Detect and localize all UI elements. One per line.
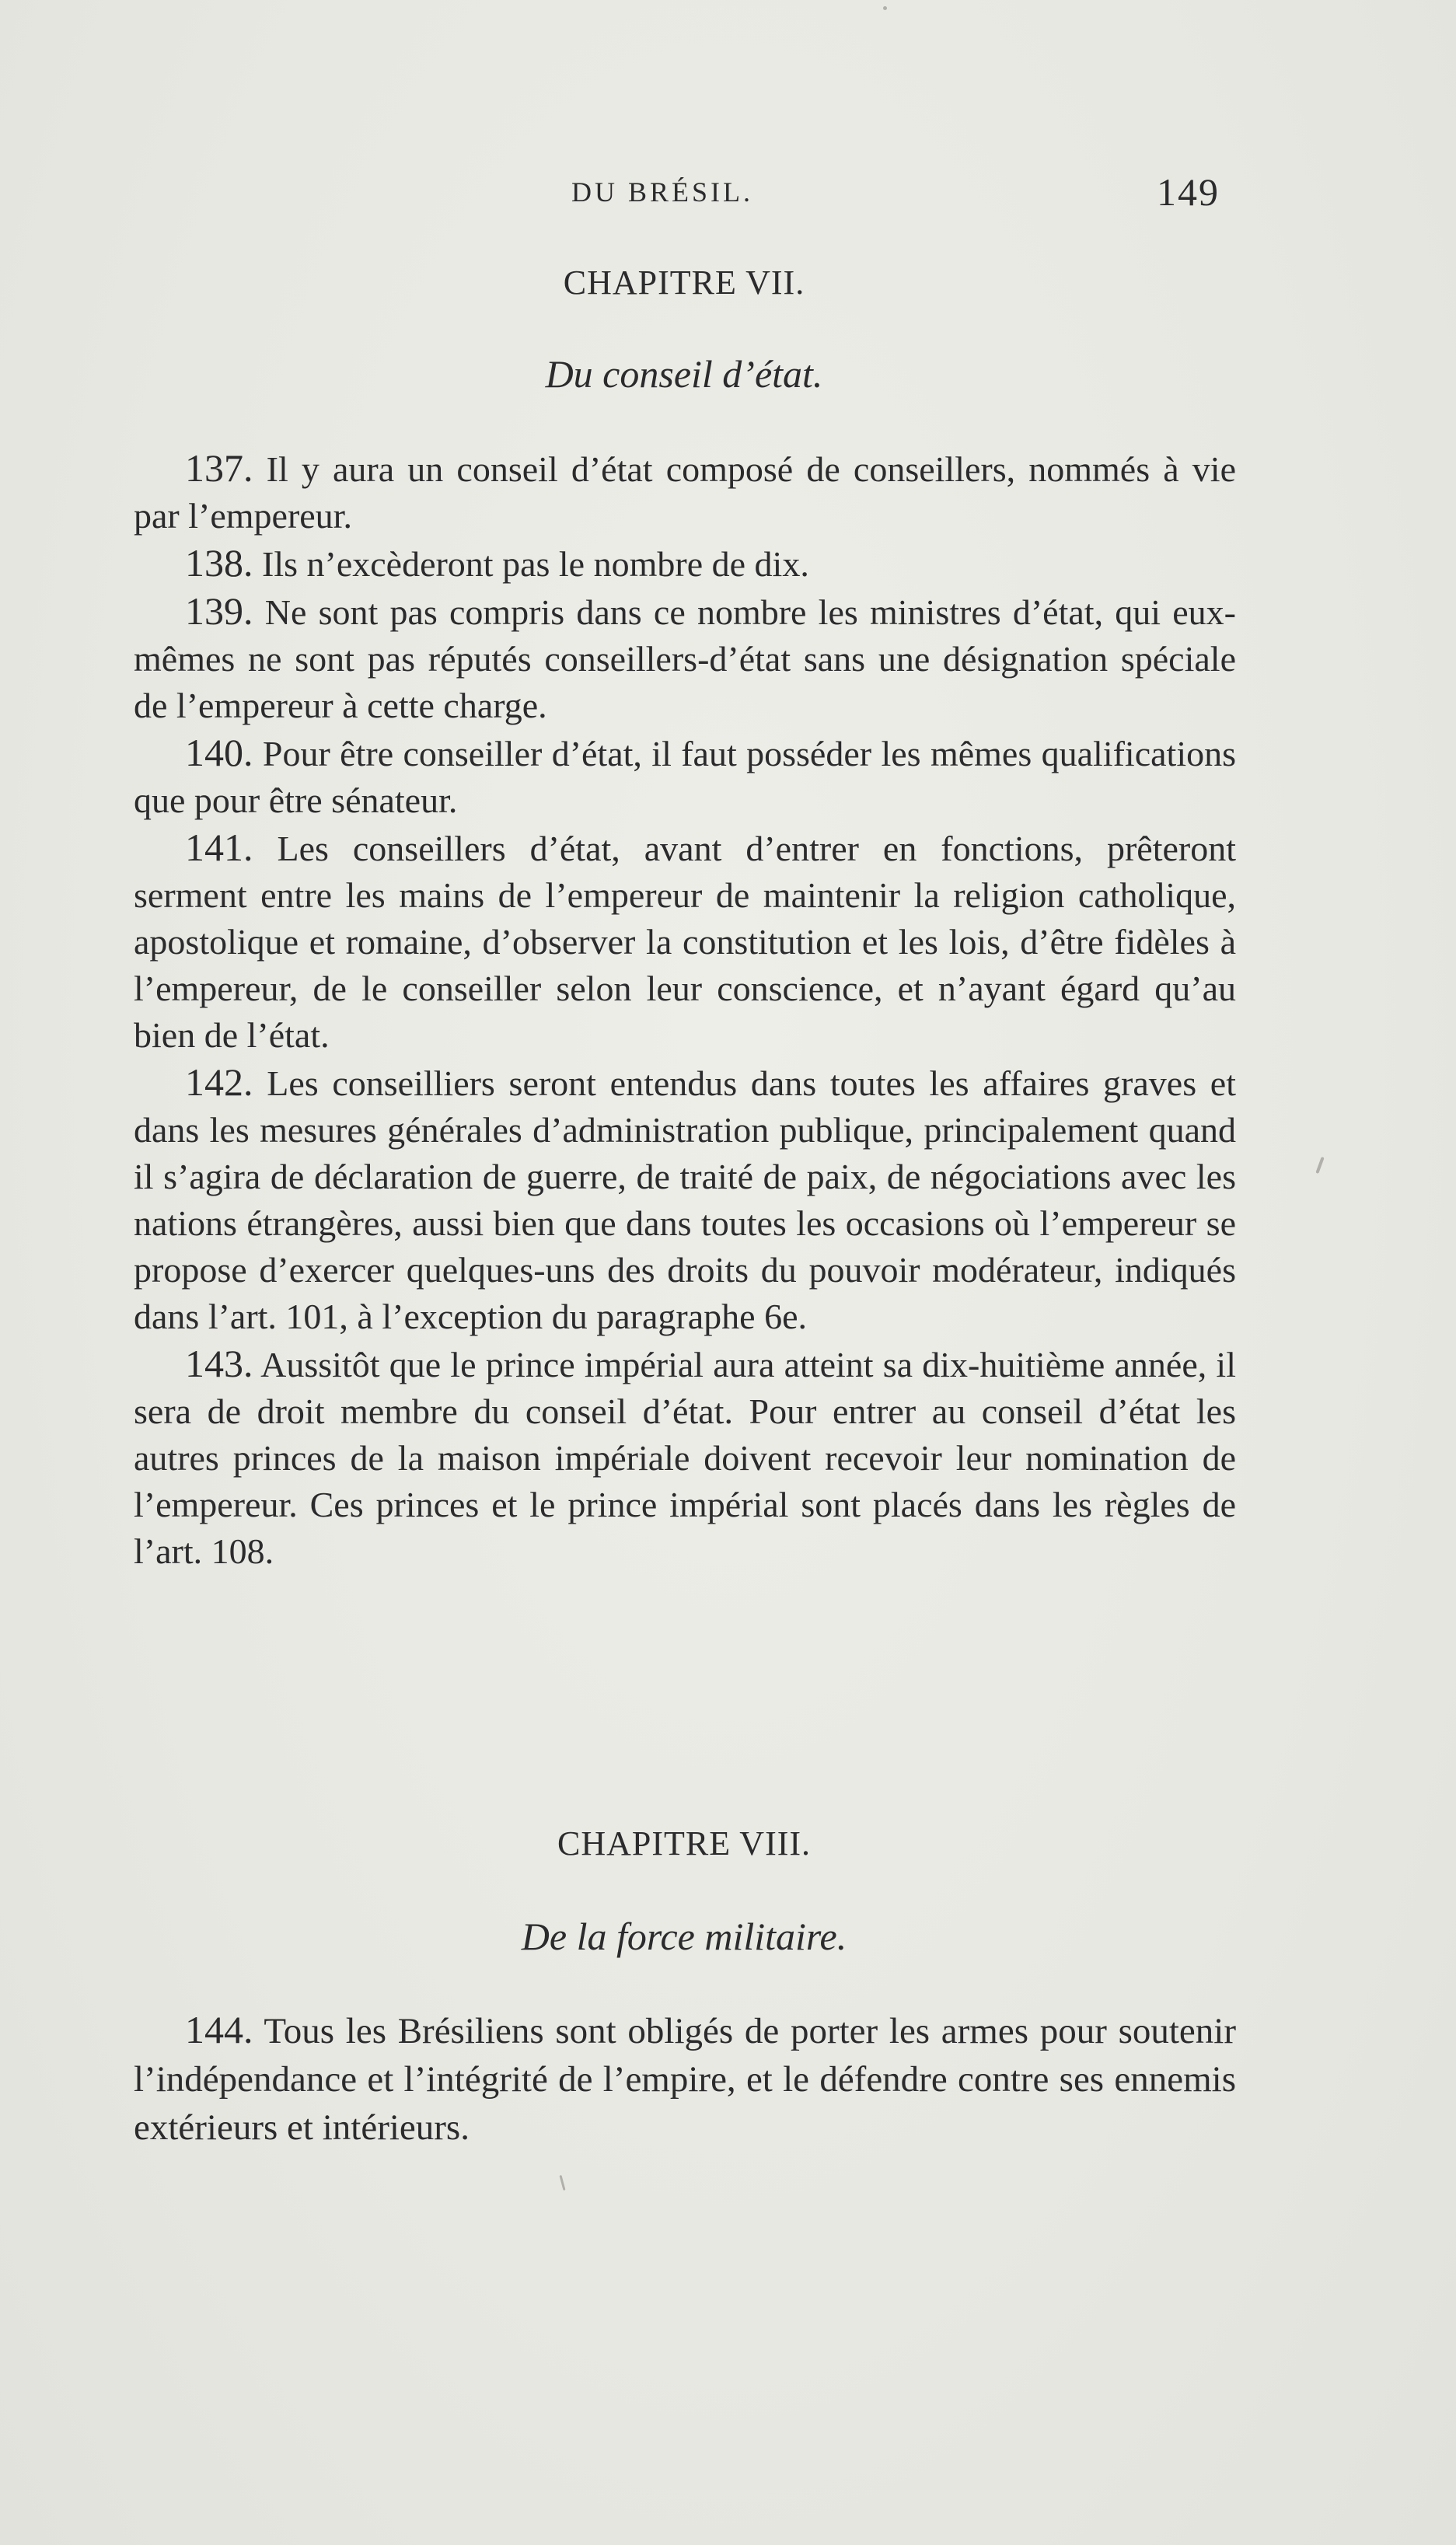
article-text: Il y aura un conseil d’état composé de conseillers, nommés à vie par l’empereur. — [134, 449, 1236, 536]
article-number: 137. — [185, 446, 253, 490]
article-number: 138. — [185, 541, 253, 585]
article-number: 142. — [185, 1060, 253, 1104]
article-number: 143. — [185, 1342, 253, 1385]
running-title: DU BRÉSIL. — [571, 176, 754, 208]
chapter-7-subheading: Du conseil d’état. — [545, 352, 823, 396]
article-text: Ne sont pas compris dans ce nombre les ministres d’état, qui eux-mêmes ne sont pas réputés conseillers-d’état sans une désignation spéciale de l’empereur à cette charge. — [134, 592, 1236, 725]
chapter-7-heading: CHAPITRE VII. — [563, 264, 805, 302]
article-text: Les conseilliers seront entendus dans toutes les affaires graves et dans les mesures générales d’administration publique, principalement quand il s’agira de déclaration de guerre, de traité de paix, de négociations avec les nations étrangères, aussi bien que dans toutes les occasions où l’empereur se propose d’exercer quelques-uns des droits du pouvoir modérateur, indiqués dans l’art. 101, à l’exception du paragraphe 6e. — [134, 1063, 1237, 1336]
chapter-7-body — [134, 445, 1236, 1575]
article-number: 141. — [185, 826, 253, 869]
article-text: Pour être conseiller d’état, il faut posséder les mêmes qualifications que pour être sénateur. — [134, 734, 1237, 820]
article-141 — [134, 824, 1236, 1059]
article-143 — [134, 1340, 1236, 1575]
paper-speck — [559, 2175, 565, 2191]
article-text: Ils n’excèderont pas le nombre de dix. — [262, 544, 809, 584]
article-number: 140. — [185, 731, 253, 774]
page-number: 149 — [1157, 170, 1220, 214]
article-137 — [134, 445, 1236, 539]
article-138 — [134, 539, 1236, 588]
article-number: 144. — [185, 2008, 253, 2051]
article-140 — [134, 729, 1236, 824]
paper-speck — [883, 6, 887, 10]
article-text: Les conseillers d’état, avant d’entrer en fonctions, prêteront serment entre les mains de l’empereur de maintenir la religion catholique, apostolique et romaine, d’observer la constitution et les lois, d’être fidèles à l’empereur, de le conseiller selon leur conscience, et n’ayant égard qu’au bien de l’état. — [134, 829, 1237, 1055]
paper-speck — [1315, 1157, 1324, 1174]
article-139 — [134, 588, 1236, 729]
article-142 — [134, 1059, 1236, 1340]
article-number: 139. — [185, 589, 253, 633]
chapter-8-heading: CHAPITRE VIII. — [557, 1824, 812, 1862]
article-144 — [134, 2006, 1236, 2152]
running-head — [0, 169, 1456, 216]
article-text: Aussitôt que le prince impérial aura atteint sa dix-huitième année, il sera de droit membre du conseil d’état. Pour entrer au conseil d’état les autres princes de la maison impériale doivent recevoir leur nomination de l’empereur. Ces princes et le prince impérial sont placés dans les règles de l’art. 108. — [134, 1345, 1236, 1571]
article-text: Tous les Brésiliens sont obligés de porter les armes pour soutenir l’indépendance et l’intégrité de l’empire, et le défendre contre ses ennemis extérieurs et intérieurs. — [134, 2011, 1236, 2148]
chapter-8-subheading: De la force militaire. — [521, 1915, 847, 1958]
chapter-8-body — [134, 2006, 1236, 2152]
